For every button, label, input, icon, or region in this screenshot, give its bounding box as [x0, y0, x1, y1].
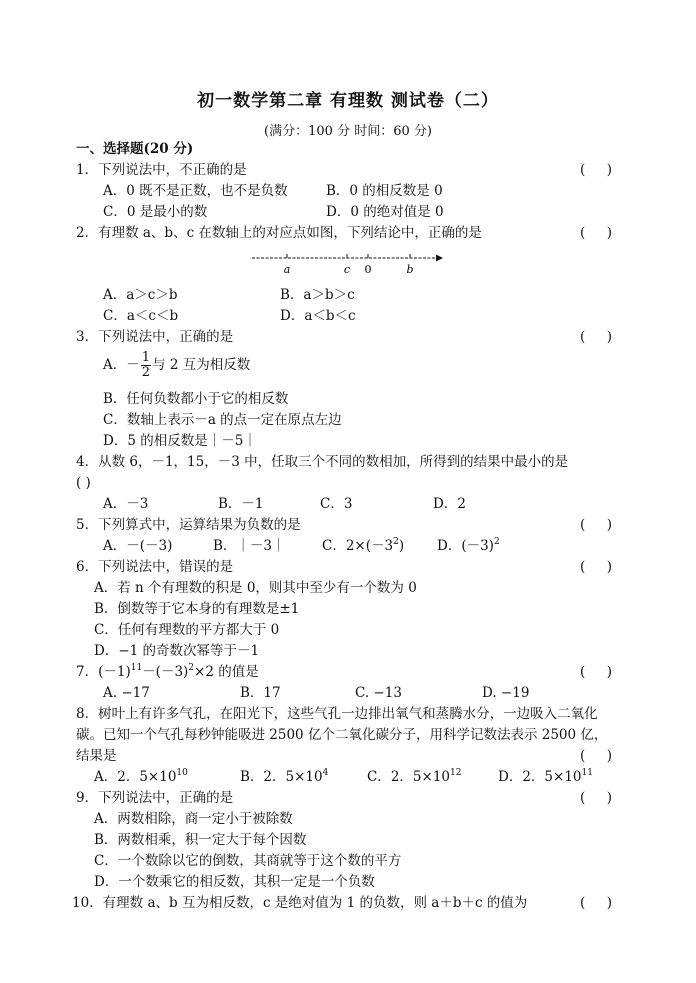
q5-answer-paren: ( ): [580, 517, 612, 533]
q4-stem: 4．从数 6，－1，15，－3 中，任取三个不同的数相加，所得到的结果中最小的是: [76, 454, 569, 470]
q6-option-d: D．−1 的奇数次幂等于－1: [94, 643, 260, 659]
q2-option-d: D．a＜b＜c: [280, 308, 356, 324]
q7-option-d: D. −19: [482, 685, 530, 701]
q6-option-b: B．倒数等于它本身的有理数是±1: [94, 601, 300, 617]
page-subtitle: (满分：100 分 时间：60 分): [264, 124, 432, 139]
q9-option-d: D．一个数乘它的相反数，其积一定是一个负数: [94, 874, 375, 890]
q8-stem-line3: 结果是: [76, 748, 117, 764]
q10-stem: 10．有理数 a、b 互为相反数，c 是绝对值为 1 的负数，则 a＋b＋c 的值为: [72, 895, 528, 911]
number-line-arrow: [436, 255, 443, 262]
q3-stem: 3．下列说法中，正确的是: [76, 329, 234, 345]
label-zero: 0: [364, 263, 372, 276]
q6-option-a: A．若 n 个有理数的积是 0，则其中至少有一个数为 0: [94, 580, 417, 596]
q8-option-d: D．2．$5\times 10^{11}$: [498, 768, 593, 785]
q9-option-c: C．一个数除以它的倒数，其商就等于这个数的平方: [94, 853, 402, 869]
q3-answer-paren: ( ): [580, 329, 612, 345]
q5-option-c: C．$2\times(-3^2)$: [322, 537, 405, 554]
q2-stem: 2．有理数 a、b、c 在数轴上的对应点如图，下列结论中，正确的是: [76, 225, 482, 241]
q5-option-b: B．｜－3｜: [213, 538, 286, 554]
section-heading: 一、选择题(20 分): [76, 141, 194, 157]
q1-option-c: C．0 是最小的数: [103, 204, 208, 220]
number-line-figure: [250, 250, 446, 278]
q8-stem-line2: 碳。已知一个气孔每秒钟能吸进 2500 亿个二氧化碳分子，用科学记数法表示 2500 亿，: [76, 727, 608, 743]
q7-option-c: C. −13: [355, 685, 402, 701]
q3-option-b: B．任何负数都小于它的相反数: [103, 391, 289, 407]
q8-option-a: A．2．$5\times 10^{10}$: [94, 768, 188, 785]
q4-option-b: B．－1: [218, 496, 264, 512]
q6-answer-paren: ( ): [580, 559, 612, 575]
page-title: 初一数学第二章 有理数 测试卷（二）: [197, 91, 499, 111]
q3-option-a: A．－ $\frac{1}{2}$ 与 2 互为相反数: [103, 350, 251, 380]
q7-option-b: B．17: [240, 685, 281, 701]
q4-option-a: A．－3: [103, 496, 149, 512]
q5-option-a: A．－(－3): [103, 538, 173, 554]
q7-answer-paren: ( ): [580, 664, 612, 680]
q3-option-c: C．数轴上表示－a 的点一定在原点左边: [103, 412, 342, 428]
q8-answer-paren: ( ): [580, 748, 612, 764]
fraction-one-half: $\frac{1}{2}$: [141, 350, 151, 380]
q5-stem: 5．下列算式中，运算结果为负数的是: [76, 517, 301, 533]
q3-option-d: D．5 的相反数是｜－5｜: [103, 433, 257, 449]
q4-option-d: D．2: [433, 496, 466, 512]
q9-option-b: B．两数相乘，积一定大于每个因数: [94, 832, 307, 848]
q10-answer-paren: ( ): [580, 895, 612, 911]
q1-answer-paren: ( ): [580, 162, 612, 178]
q1-option-d: D．0 的绝对值是 0: [326, 204, 444, 220]
q5-option-d: D．$(-3)^2$: [437, 537, 500, 554]
q2-option-a: A．a＞c＞b: [103, 287, 178, 303]
q2-answer-paren: ( ): [580, 225, 612, 241]
q8-stem-line1: 8．树叶上有许多气孔，在阳光下，这些气孔一边排出氧气和蒸腾水分，一边吸入二氧化: [76, 706, 598, 722]
q1-option-a: A．0 既不是正数，也不是负数: [103, 183, 288, 199]
label-b: b: [406, 263, 414, 276]
q9-stem: 9．下列说法中，正确的是: [76, 790, 234, 806]
q6-option-c: C．任何有理数的平方都大于 0: [94, 622, 280, 638]
label-a: a: [283, 263, 291, 276]
q2-option-c: C．a＜c＜b: [103, 308, 179, 324]
q4-answer-paren: ( ): [76, 475, 91, 491]
q4-option-c: C．3: [320, 496, 353, 512]
q8-option-c: C．2．$5\times 10^{12}$: [367, 768, 462, 785]
q6-stem: 6．下列说法中，错误的是: [76, 559, 234, 575]
q2-option-b: B．a＞b＞c: [280, 287, 355, 303]
q9-answer-paren: ( ): [580, 790, 612, 806]
q1-option-b: B．0 的相反数是 0: [326, 183, 443, 199]
q8-option-b: B．2．$5\times 10^4$: [240, 768, 329, 785]
label-c: c: [343, 263, 351, 276]
q7-stem: 7．$(-1)^{11}-(-3)^2\times 2$ 的值是: [76, 663, 259, 680]
q1-stem: 1．下列说法中，不正确的是: [76, 162, 247, 178]
q7-option-a: A. −17: [103, 685, 150, 701]
q9-option-a: A．两数相除，商一定小于被除数: [94, 811, 293, 827]
